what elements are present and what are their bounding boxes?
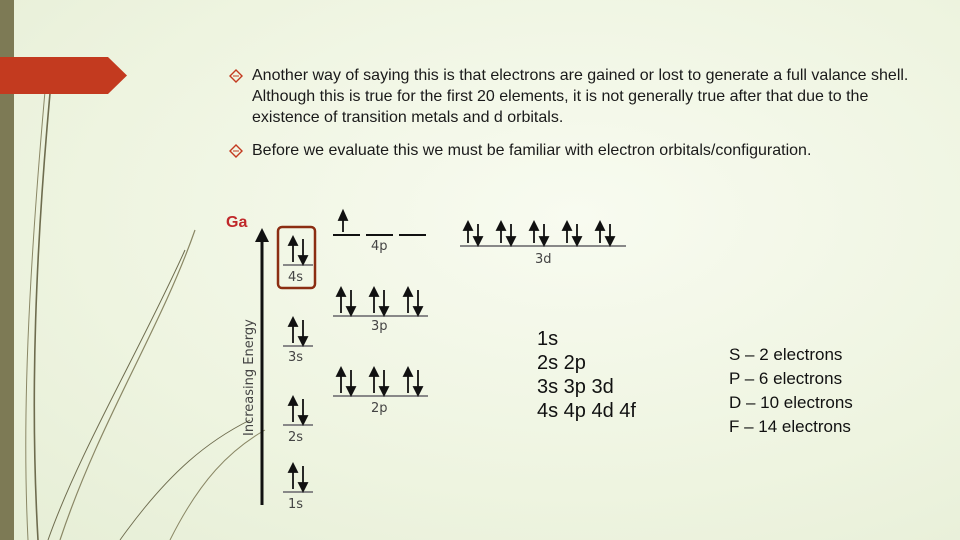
accent-arrow-shape [0,57,127,94]
orbital-label-3d: 3d [535,252,552,267]
orbital-label-1s: 1s [288,497,304,512]
capacity-line: D – 10 electrons [729,393,853,412]
orbital-label-2p: 2p [371,401,388,416]
configuration-line: 1s [537,328,559,350]
configuration-line: 4s 4p 4d 4f [537,400,636,422]
diamond-bullet-icon [229,69,243,83]
configuration-list [537,327,636,423]
capacity-line: S – 2 electrons [729,345,843,364]
capacity-line: F – 14 electrons [729,417,851,436]
orbital-label-3p: 3p [371,319,388,334]
orbital-label-4p: 4p [371,239,388,254]
element-symbol: Ga [226,214,248,231]
diamond-bullet-icon [229,144,243,158]
orbital-label-3s: 3s [288,350,304,365]
axis-label: Increasing Energy [242,319,257,436]
bullet-text: Another way of saying this is that electrons are gained or lost to generate a full valance shell. Although this is true for the first 20 elements, it is not generally true after that due to the existence of transition metals and d orbitals. [252,67,909,126]
capacity-list [729,343,853,439]
accent-bar [0,57,127,94]
energy-axis-arrowhead [255,228,269,242]
bullet-text: Before we evaluate this we must be familiar with electron orbitals/configuration. [252,142,812,159]
capacity-line: P – 6 electrons [729,369,843,388]
configuration-line: 2s 2p [537,352,586,374]
configuration-line: 3s 3p 3d [537,376,614,398]
orbital-label-4s: 4s [288,270,304,285]
orbital-label-2s: 2s [288,430,304,445]
